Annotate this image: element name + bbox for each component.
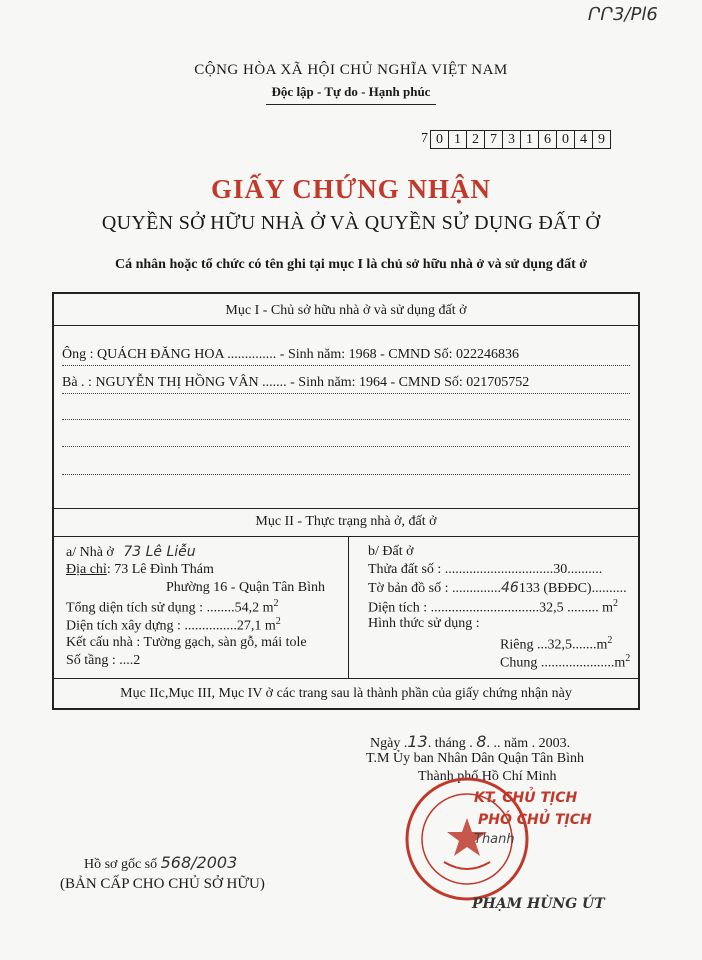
serial-digit: 0: [556, 130, 575, 149]
serial-digit: 2: [466, 130, 485, 149]
file-number-line: [84, 853, 237, 873]
signer-title-1: KT. CHỦ TỊCH: [474, 790, 578, 806]
unit-sup: 2: [613, 598, 618, 609]
document-subtitle: QUYỀN SỞ HỮU NHÀ Ở VÀ QUYỀN SỬ DỤNG ĐẤT Ở: [101, 212, 601, 234]
motto: Độc lập - Tự do - Hạnh phúc: [271, 84, 431, 99]
divider: [54, 508, 638, 509]
plot-number: Thửa đất số : ...............................30..........: [368, 562, 603, 577]
dotted-line: [62, 393, 630, 394]
column-divider: [348, 536, 349, 678]
dotted-line: [62, 419, 630, 420]
serial-digit: 3: [502, 130, 521, 149]
private-text: Riêng ...32,5.......m: [500, 637, 608, 653]
serial-number: [418, 130, 610, 149]
date-prefix: Ngày .: [370, 736, 408, 751]
copy-note: (BẢN CẤP CHO CHỦ SỞ HỮU): [60, 876, 265, 892]
serial-lead-digit: 7: [421, 131, 428, 146]
address-value: : 73 Lê Đình Thám: [106, 562, 214, 577]
signature-scribble: Thanh: [474, 832, 515, 847]
shared-text: Chung .....................m: [500, 655, 626, 671]
total-area: [66, 598, 278, 617]
house-handwritten-address: 73 Lê Liễu: [123, 544, 196, 560]
divider: [54, 536, 638, 537]
house-label: [66, 544, 196, 561]
dotted-line: [62, 365, 630, 366]
unit-sup: 2: [273, 598, 279, 609]
address-label: Địa chỉ: [66, 562, 107, 577]
signer-title-2: PHÓ CHỦ TỊCH: [478, 812, 592, 828]
unit-m: m: [264, 618, 276, 634]
total-area-text: Tổng diện tích sử dụng : ........54,2: [66, 600, 260, 616]
document-title: GIẤY CHỨNG NHẬN: [211, 174, 491, 204]
owner1-line: Ông : QUÁCH ĐĂNG HOA .............. - Sinh năm: 1968 - CMND Số: 022246836: [62, 347, 519, 362]
serial-digit: 6: [538, 130, 557, 149]
corner-handwritten-note: ՐՐ3/Pl6: [588, 4, 658, 25]
nation-header: CỘNG HÒA XÃ HỘI CHỦ NGHĨA VIỆT NAM: [194, 62, 508, 78]
house-address: [66, 562, 214, 578]
unit-m: m: [262, 600, 274, 616]
intro-line: Cá nhân hoặc tổ chức có tên ghi tại mục I là chủ sở hữu nhà ở và sử dụng đất ở: [114, 257, 588, 272]
dotted-line: [62, 474, 630, 475]
dotted-line: [62, 446, 630, 447]
divider: [54, 325, 638, 326]
owner2-line: Bà . : NGUYỄN THỊ HỒNG VÂN ....... - Sinh năm: 1964 - CMND Số: 021705752: [62, 375, 530, 390]
divider: [54, 678, 638, 679]
serial-digit: 7: [484, 130, 503, 149]
signer-name: PHẠM HÙNG ÚT: [472, 896, 605, 912]
house-address-ward: Phường 16 - Quận Tân Bình: [166, 580, 326, 595]
certificate-box: [52, 292, 640, 710]
floors: Số tầng : ....2: [66, 653, 141, 668]
usage-form: Hình thức sử dụng :: [368, 616, 480, 631]
map-label: Tờ bản đồ số : ..............: [368, 581, 502, 596]
build-area: [66, 616, 281, 635]
land-area: [368, 598, 618, 617]
footer-note: Mục IIc,Mục III, Mục IV ở các trang sau là thành phần của giấy chứng nhận này: [120, 686, 572, 701]
issue-date: [370, 732, 570, 752]
issuer-line2: Thành phố Hồ Chí Minh: [418, 769, 557, 784]
date-middle: . tháng .: [427, 736, 477, 751]
serial-digit: 4: [574, 130, 593, 149]
serial-digit: 9: [592, 130, 611, 149]
date-suffix: . .. năm . 2003.: [486, 736, 571, 751]
map-value: 133 (BĐĐC)..........: [518, 581, 627, 596]
private-area: [500, 635, 612, 654]
build-area-text: Diện tích xây dựng : ...............27,1: [66, 618, 262, 634]
issuer-line1: T.M Ủy ban Nhân Dân Quận Tân Bình: [366, 751, 584, 766]
section2-heading: Mục II - Thực trạng nhà ở, đất ở: [255, 514, 437, 529]
serial-digit: 0: [430, 130, 449, 149]
date-day: 13: [407, 732, 428, 751]
serial-digit: 1: [520, 130, 539, 149]
map-handwritten: 46: [501, 580, 519, 596]
house-label-text: a/ Nhà ở: [66, 545, 114, 560]
unit-sup: 2: [625, 653, 631, 664]
unit-sup: 2: [607, 635, 613, 646]
land-area-text: Diện tích : ...............................32,5 ......... m: [368, 600, 613, 616]
motto-underline: [266, 104, 436, 105]
serial-digit: 1: [448, 130, 467, 149]
file-number-handwritten: 568/2003: [160, 853, 238, 872]
land-label: b/ Đất ở: [368, 544, 414, 559]
section1-heading: Mục I - Chủ sở hữu nhà ở và sử dụng đất ở: [225, 303, 467, 318]
file-label: Hồ sơ gốc số: [84, 857, 158, 872]
shared-area: [500, 653, 630, 672]
structure: Kết cấu nhà : Tường gạch, sàn gỗ, mái tole: [66, 635, 307, 650]
unit-sup: 2: [275, 616, 281, 627]
map-number: [368, 580, 627, 597]
date-month: 8: [476, 732, 487, 751]
